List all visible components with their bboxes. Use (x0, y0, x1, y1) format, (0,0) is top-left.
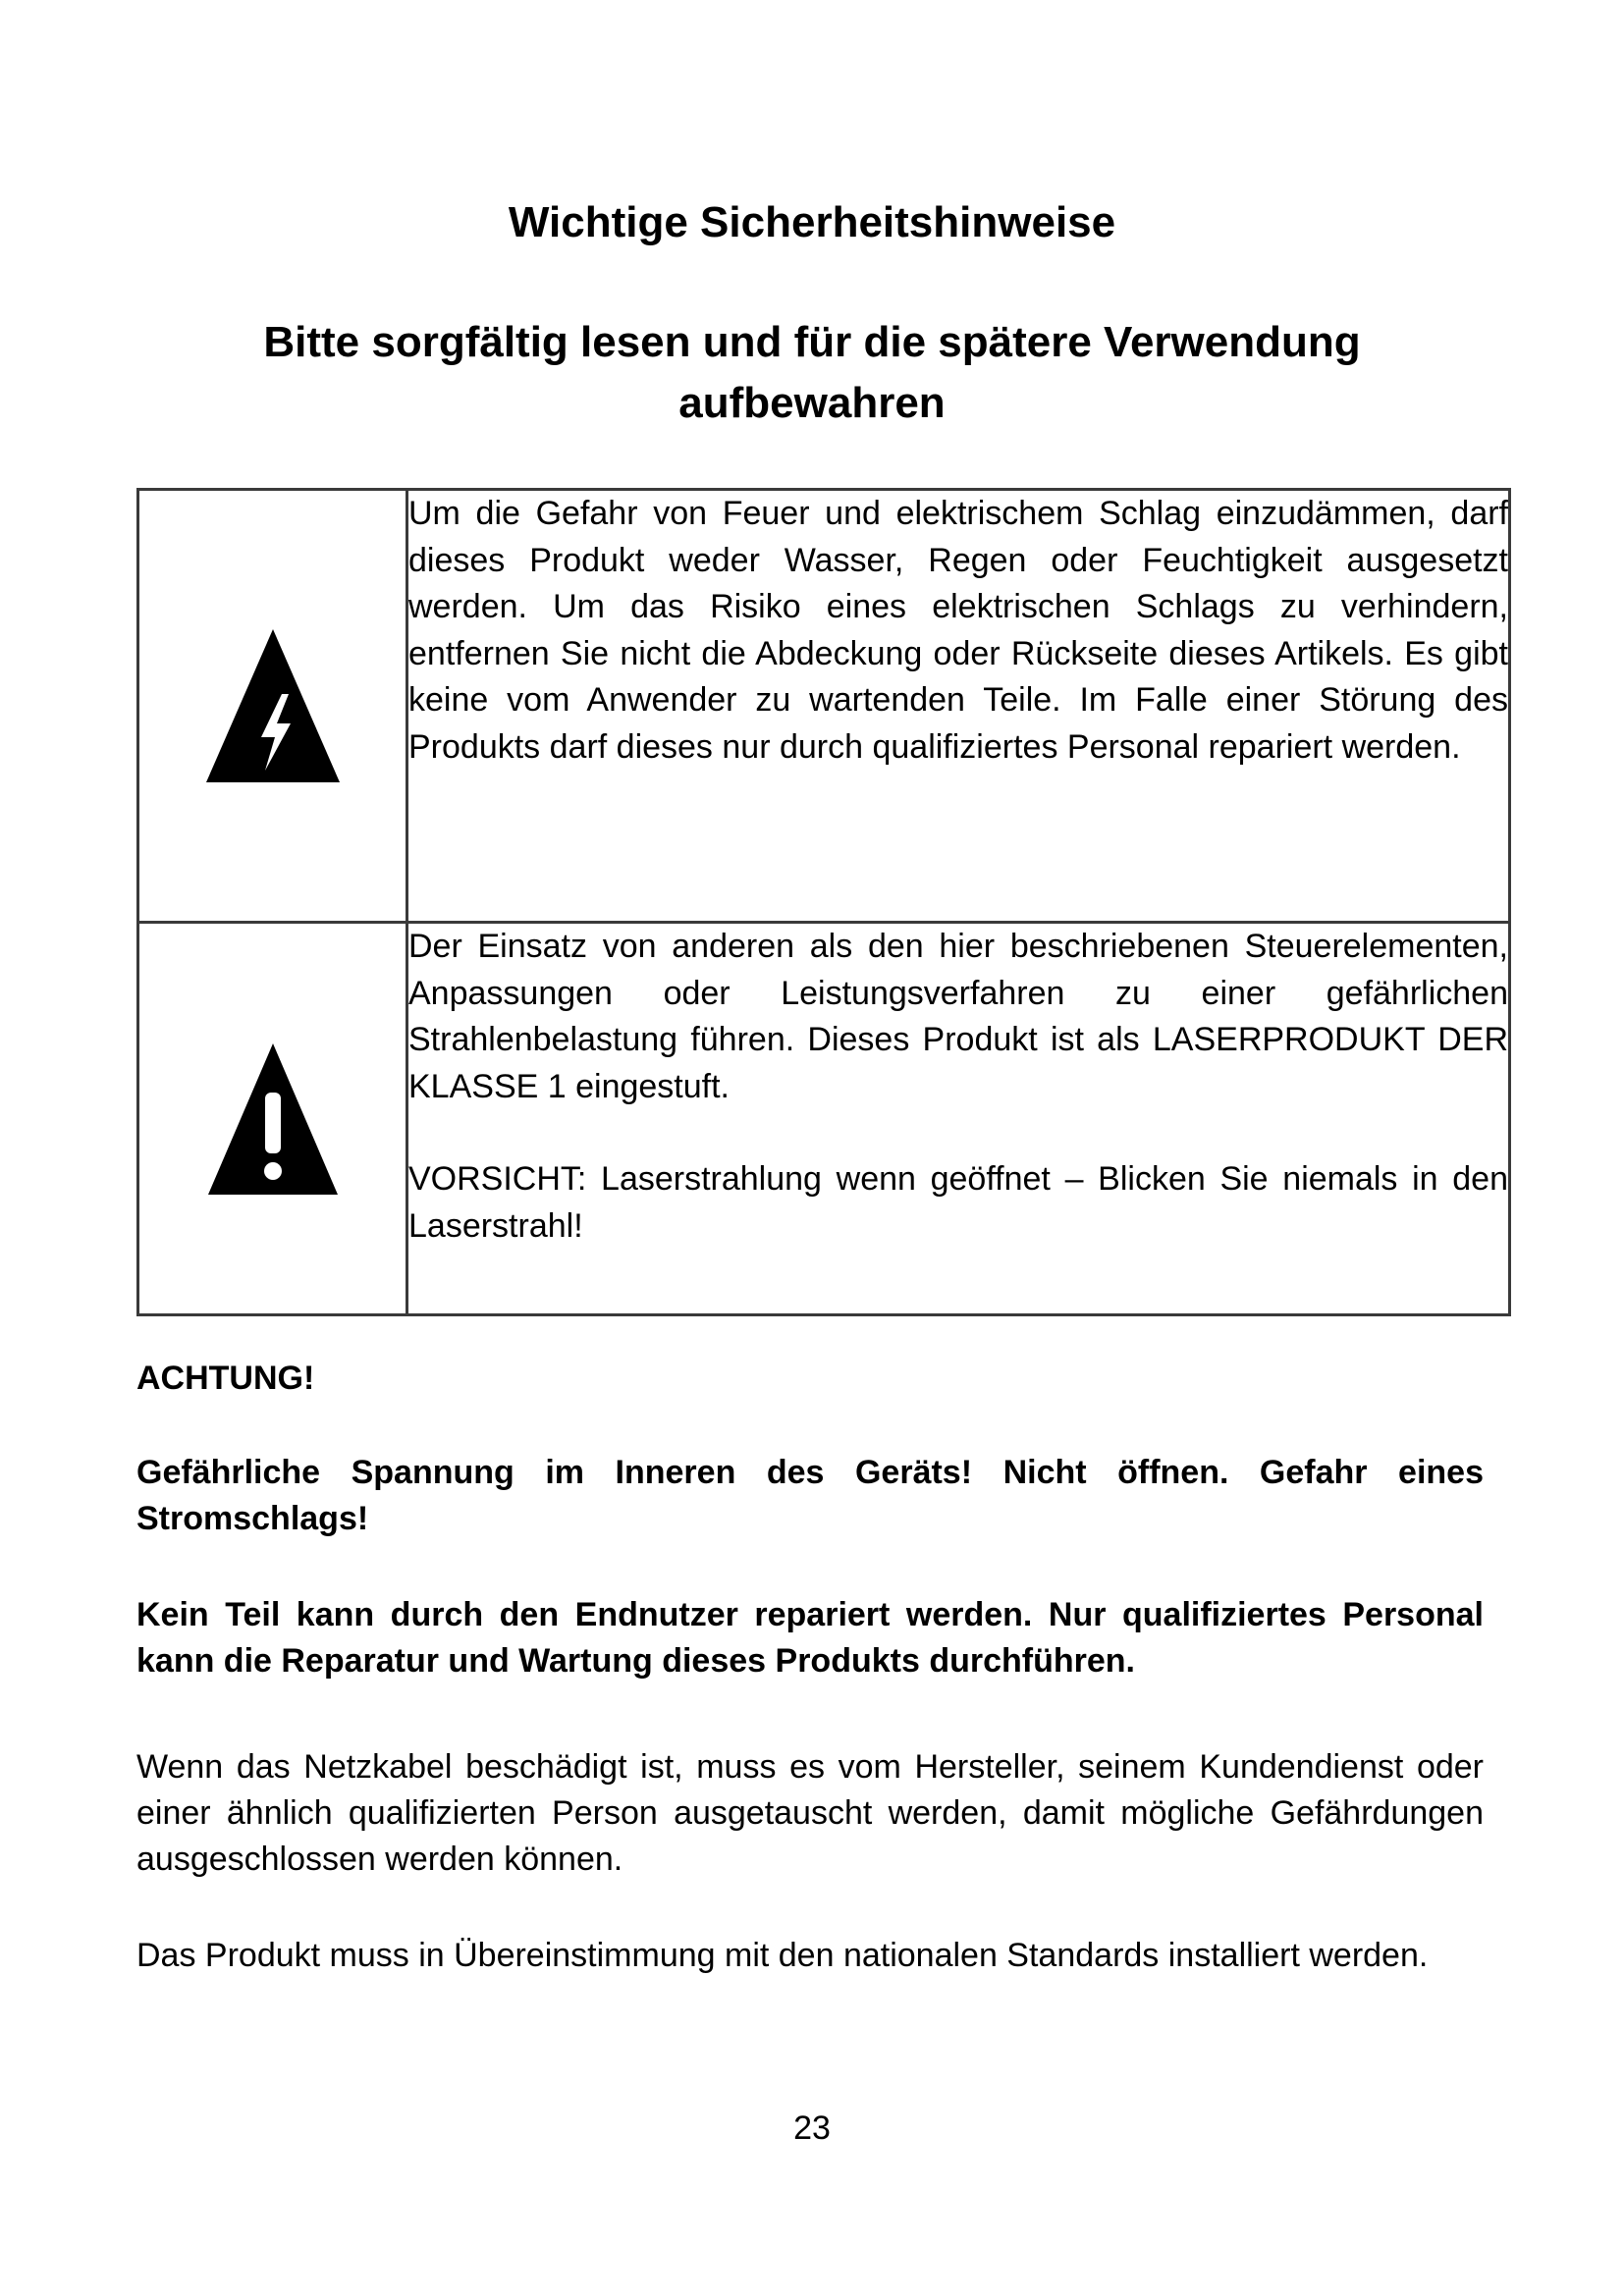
page-number: 23 (793, 2109, 831, 2147)
warning-paragraph: Der Einsatz von anderen als den hier beschriebenen Steuerelementen, Anpassungen oder Leistungsverfahren zu einer gefährlichen Strahlenbelastung führen. Dieses Produkt ist als LASERPRODUKT DER KLASSE 1 eingestuft. (408, 928, 1508, 1105)
warning-row-electric (138, 490, 1510, 923)
power-cord-note: Wenn das Netzkabel beschädigt ist, muss es vom Hersteller, seinem Kundendienst oder einer ähnlich qualifizierten Person ausgetauscht werden, damit mögliche Gefährdungen ausgeschlossen werden können. (136, 1748, 1484, 1878)
warning-text-cell (407, 923, 1510, 1315)
warning-paragraph: Um die Gefahr von Feuer und elektrischem Schlag einzudämmen, darf dieses Produkt weder Wasser, Regen oder Feuchtigkeit ausgesetzt werden. Um das Risiko eines elektrischen Schlags zu verhindern, entfernen Sie nicht die Abdeckung oder Rückseite dieses Artikels. Es gibt keine vom Anwender zu wartenden Teile. Im Falle einer Störung des Produkts darf dieses nur durch qualifiziertes Personal repariert werden. (408, 495, 1508, 766)
achtung-heading: ACHTUNG! (136, 1360, 315, 1397)
safety-warnings-table (136, 488, 1511, 1316)
caution-paragraph: VORSICHT: Laserstrahlung wenn geöffnet – Blicken Sie niemals in den Laserstrahl! (408, 1160, 1508, 1245)
repair-warning: Kein Teil kann durch den Endnutzer repariert werden. Nur qualifiziertes Personal kann die Reparatur und Wartung dieses Produkts durchführen. (136, 1596, 1484, 1680)
warning-icon-cell (138, 923, 407, 1315)
lightning-warning-icon (204, 627, 342, 784)
page-subtitle: Bitte sorgfältig lesen und für die spätere Verwendung aufbewahren (263, 318, 1361, 427)
warning-text-cell (407, 490, 1510, 923)
warning-row-laser (138, 923, 1510, 1315)
page-title: Wichtige Sicherheitshinweise (508, 198, 1116, 246)
voltage-warning: Gefährliche Spannung im Inneren des Geräts! Nicht öffnen. Gefahr eines Stromschlags! (136, 1454, 1484, 1537)
warning-icon-cell (138, 490, 407, 923)
installation-note: Das Produkt muss in Übereinstimmung mit den nationalen Standards installiert werden. (136, 1937, 1429, 1974)
exclamation-warning-icon (206, 1041, 340, 1197)
